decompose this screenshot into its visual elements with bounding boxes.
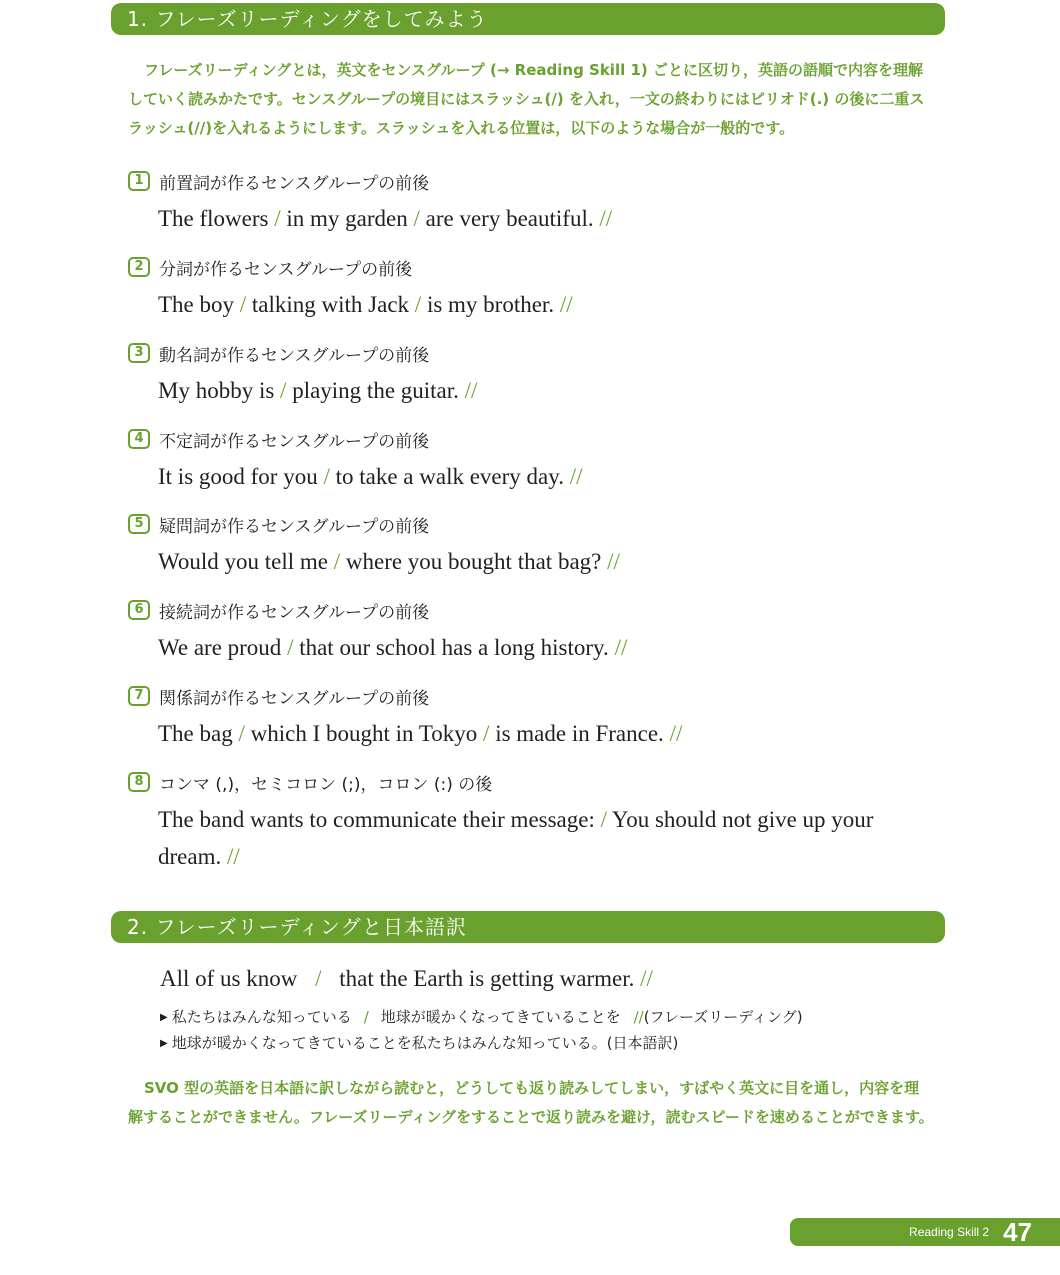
item-title: 関係詞が作るセンスグループの前後 <box>159 688 430 709</box>
example-item <box>128 426 928 495</box>
item-title: 疑問詞が作るセンスグループの前後 <box>159 516 430 537</box>
slash-mark: / <box>280 378 287 403</box>
double-slash-mark: // <box>464 378 478 403</box>
phrase: which I bought in Tokyo <box>250 721 478 746</box>
translation-phrase: 地球が暖かくなってきていることを <box>380 1008 621 1026</box>
slash-mark: / <box>239 292 247 317</box>
item-number-badge: 4 <box>128 429 150 449</box>
section-1-intro <box>128 56 934 143</box>
double-slash-mark: // <box>559 292 573 317</box>
page-number: 47 <box>1003 1216 1032 1247</box>
phrase: The flowers <box>158 206 269 231</box>
slash-mark: / <box>483 721 490 746</box>
item-title: コンマ (,)，セミコロン (;)，コロン (:) の後 <box>159 774 493 795</box>
double-slash-mark: // <box>226 844 240 869</box>
phrase: Would you tell me <box>158 549 328 574</box>
phrase: talking with Jack <box>251 292 410 317</box>
item-number-badge: 6 <box>128 600 150 620</box>
example-item <box>128 597 928 666</box>
example-item-heading <box>128 683 928 709</box>
example-item-heading <box>128 168 928 194</box>
phrase: is my brother. <box>426 292 555 317</box>
full-translation <box>160 1030 678 1057</box>
example-item <box>128 254 928 323</box>
example-item-heading <box>128 769 928 795</box>
example-sentence <box>158 629 928 666</box>
example-item-heading <box>128 426 928 452</box>
example-sentence <box>158 200 928 237</box>
phrase: to take a walk every day. <box>335 464 565 489</box>
slash-mark: / <box>287 635 294 660</box>
double-slash-mark: // <box>614 635 628 660</box>
item-title: 前置詞が作るセンスグループの前後 <box>159 173 430 194</box>
item-number-badge: 5 <box>128 514 150 534</box>
example-sentence <box>158 286 928 323</box>
section-2-intro-text: SVO 型の英語を日本語に訳しながら読むと，どうしても返り読みしてしまい，すばやく英文に目を通し，内容を理解することができません。フレーズリーディングをすることで返り読みを避け，読むスピードを速めることができます。 <box>128 1079 934 1126</box>
phrase: It is good for you <box>158 464 318 489</box>
slash-mark: / <box>315 966 322 991</box>
double-slash-mark: // <box>607 549 620 574</box>
phrase: My hobby is <box>158 378 275 403</box>
slash-mark: / <box>274 206 281 231</box>
slash-mark: / <box>600 807 608 832</box>
example-item-heading <box>128 340 928 366</box>
slash-mark: / <box>363 1008 369 1026</box>
section-2-intro <box>128 1074 934 1132</box>
double-slash-mark: // <box>599 206 613 231</box>
example-sentence <box>158 458 928 495</box>
phrase: All of us know <box>160 966 298 991</box>
example-item <box>128 683 928 752</box>
page-footer-tab <box>790 1218 1060 1246</box>
double-slash-mark: // <box>633 1008 644 1026</box>
phrase: are very beautiful. <box>425 206 594 231</box>
double-slash-mark: // <box>569 464 583 489</box>
phrase-translation <box>160 1004 803 1031</box>
slash-mark: / <box>238 721 245 746</box>
example-item-heading <box>128 511 928 537</box>
item-number-badge: 3 <box>128 343 150 363</box>
phrase: The band wants to communicate their message: <box>158 807 595 832</box>
phrase: that the Earth is getting warmer. <box>339 966 635 991</box>
phrase: The boy <box>158 292 235 317</box>
phrase: that our school has a long history. <box>299 635 609 660</box>
section-2-example-sentence <box>160 960 653 997</box>
full-translation-text: 地球が暖かくなってきていることを私たちはみんな知っている。(日本語訳) <box>171 1034 679 1052</box>
phrase: in my garden <box>286 206 408 231</box>
section-1-intro-text: フレーズリーディングとは，英文をセンスグループ (→ Reading Skill 1) ごとに区切り，英語の語順で内容を理解していく読みかたです。センスグループの境目にはスラッシュ(/) を入れ，一文の終わりにはピリオド(.) の後に二重スラッシュ(//)を入れるようにします。スラッシュを入れる位置は，以下のような場合が一般的です。 <box>128 61 925 137</box>
phrase: playing the guitar. <box>292 378 459 403</box>
example-item-heading <box>128 597 928 623</box>
triangle-bullet-icon: ▶ <box>160 1012 168 1023</box>
section-2-heading: 2. フレーズリーディングと日本語訳 <box>111 911 945 943</box>
phrase: is made in France. <box>495 721 664 746</box>
slash-mark: / <box>414 292 422 317</box>
translation-phrase: 私たちはみんな知っている <box>171 1008 352 1026</box>
example-sentence <box>158 715 928 752</box>
slash-mark: / <box>333 549 341 574</box>
item-title: 分詞が作るセンスグループの前後 <box>159 259 413 280</box>
item-number-badge: 1 <box>128 171 150 191</box>
triangle-bullet-icon: ▶ <box>160 1038 168 1049</box>
phrase: We are proud <box>158 635 282 660</box>
example-item-heading <box>128 254 928 280</box>
footer-label: Reading Skill 2 <box>909 1225 990 1239</box>
item-number-badge: 8 <box>128 772 150 792</box>
double-slash-mark: // <box>640 966 653 991</box>
example-item <box>128 511 928 580</box>
phrase: The bag <box>158 721 233 746</box>
item-title: 動名詞が作るセンスグループの前後 <box>159 345 430 366</box>
example-sentence <box>158 372 928 409</box>
item-number-badge: 2 <box>128 257 150 277</box>
item-title: 接続詞が作るセンスグループの前後 <box>159 602 430 623</box>
item-title: 不定詞が作るセンスグループの前後 <box>159 431 430 452</box>
example-item <box>128 168 928 237</box>
double-slash-mark: // <box>669 721 683 746</box>
item-number-badge: 7 <box>128 686 150 706</box>
example-item <box>128 340 928 409</box>
phrase: where you bought that bag? <box>345 549 602 574</box>
slash-mark: / <box>413 206 420 231</box>
translation-note: (フレーズリーディング) <box>643 1008 803 1026</box>
section-1-heading: 1. フレーズリーディングをしてみよう <box>111 3 945 35</box>
example-sentence <box>158 801 903 875</box>
slash-mark: / <box>323 464 330 489</box>
example-sentence <box>158 543 928 580</box>
example-item <box>128 769 928 875</box>
phrase: You should not give up your dream. <box>158 807 874 869</box>
